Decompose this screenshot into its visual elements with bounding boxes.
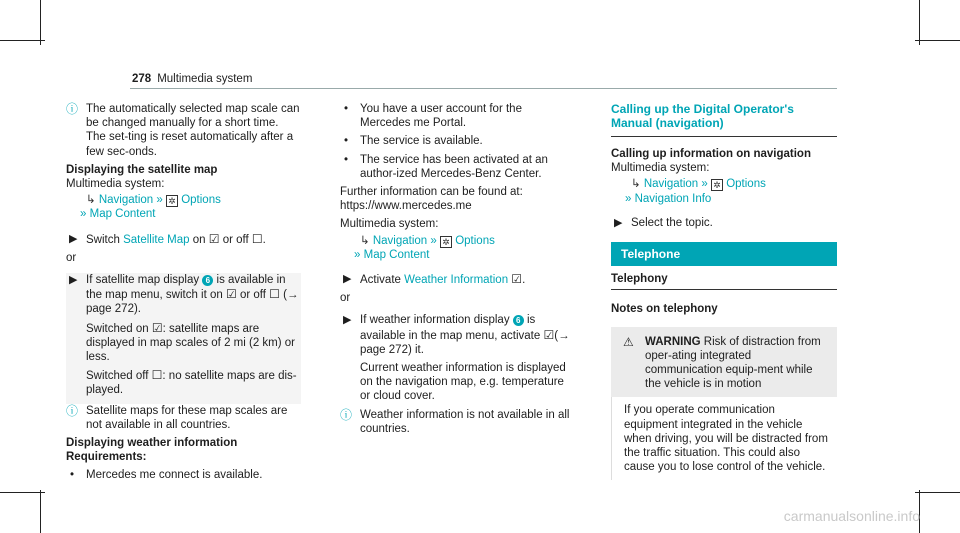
double-chevron-icon: » bbox=[625, 192, 632, 205]
checkbox-checked-icon: ☑ bbox=[225, 287, 237, 302]
crop-mark bbox=[40, 0, 41, 45]
list-item: • The service is available. bbox=[340, 134, 575, 148]
double-chevron-icon: » bbox=[156, 194, 163, 207]
nav-path bbox=[611, 177, 837, 191]
checkbox-checked-icon: ☑ bbox=[543, 327, 555, 342]
return-arrow-icon: ↳ bbox=[360, 234, 370, 247]
step-weather-display: ▶ If weather information display 6 is available in the map menu, activate ☑(→ page 272) it. Current weather information is displayed on the navigation map, e.g. temperature or cloud cover. bbox=[343, 314, 570, 403]
or-label: or bbox=[66, 251, 77, 264]
nav-navigation: Navigation bbox=[643, 178, 699, 191]
info-icon: ⓘ bbox=[340, 407, 353, 422]
settings-icon: ✲ bbox=[440, 236, 452, 248]
nav-navigation: Navigation bbox=[372, 234, 428, 247]
crop-mark bbox=[915, 492, 960, 493]
step-arrow-icon: ▶ bbox=[614, 216, 623, 229]
further-info: Further information can be found at: https://www.mercedes.me bbox=[340, 186, 523, 213]
crop-mark bbox=[0, 40, 45, 41]
info-note: ⓘ The automatically selected map scale can be changed manually for a short time. The set-ting is reset automatically after a few sec-onds. bbox=[66, 102, 300, 158]
display-badge: 6 bbox=[202, 275, 213, 286]
nav-path-2 bbox=[340, 248, 575, 262]
nav-options: Options bbox=[455, 234, 495, 247]
nav-path-2 bbox=[66, 207, 301, 221]
warning-body: If you operate communication equipment integrated in the vehicle when driving, you will be distracted from the traffic situation. This could also cause you to lose control of the vehicle. bbox=[611, 397, 837, 480]
nav-options: Options bbox=[726, 178, 766, 191]
nav-options: Options bbox=[181, 194, 221, 207]
checkbox-empty-icon: ☐ bbox=[251, 231, 263, 246]
return-arrow-icon: ↳ bbox=[631, 178, 641, 191]
display-badge: 6 bbox=[513, 315, 524, 326]
warning-title: Risk of distraction from oper-ating integrated communication equip-ment while the vehicle is in motion bbox=[645, 335, 821, 391]
info-note: ⓘ Satellite maps for these map scales are not available in all countries. bbox=[66, 403, 288, 431]
crop-mark bbox=[40, 490, 41, 533]
nav-path-2 bbox=[611, 192, 837, 206]
multimedia-label: Multimedia system: bbox=[66, 178, 165, 191]
checkbox-checked-icon: ☑ bbox=[208, 231, 220, 246]
section-title: Calling up the Digital Operator's Manual (navigation) bbox=[611, 102, 837, 137]
heading-satellite-map: Displaying the satellite map bbox=[66, 163, 218, 176]
double-chevron-icon: » bbox=[80, 208, 87, 221]
step-arrow-icon: ▶ bbox=[69, 274, 78, 287]
step-activate-weather: ▶ Activate Weather Information ☑. bbox=[343, 272, 526, 287]
double-chevron-icon: » bbox=[354, 248, 361, 261]
step-arrow-icon: ▶ bbox=[69, 232, 78, 245]
multimedia-label: Multimedia system: bbox=[340, 218, 439, 231]
warning-label: WARNING bbox=[645, 335, 701, 348]
crop-mark bbox=[915, 40, 960, 41]
step-arrow-icon: ▶ bbox=[343, 314, 352, 327]
nav-path bbox=[66, 193, 301, 207]
warning-box bbox=[611, 327, 837, 398]
multimedia-label: Multimedia system: bbox=[611, 162, 710, 175]
checkbox-empty-icon: ☐ bbox=[151, 368, 163, 383]
info-note: ⓘ Weather information is not available in all countries. bbox=[340, 407, 570, 435]
list-item: • You have a user account for the Mercedes me Portal. bbox=[340, 102, 575, 130]
or-label: or bbox=[340, 292, 351, 305]
column-2 bbox=[340, 102, 575, 440]
info-icon: ⓘ bbox=[66, 403, 79, 418]
step-arrow-icon: ▶ bbox=[343, 273, 352, 286]
nav-navigation: Navigation bbox=[98, 194, 154, 207]
step-switch-satellite: ▶ Switch Satellite Map on ☑ or off ☐. bbox=[69, 231, 266, 246]
requirements-label: Requirements: bbox=[66, 451, 147, 464]
nav-info: Navigation Info bbox=[634, 192, 712, 205]
checkbox-checked-icon: ☑ bbox=[511, 272, 523, 287]
section-name: Multimedia system bbox=[157, 73, 253, 85]
nav-map-content: Map Content bbox=[363, 248, 430, 261]
list-item: • Mercedes me connect is available. bbox=[66, 468, 301, 482]
page-header bbox=[132, 72, 252, 86]
crop-mark bbox=[919, 0, 920, 45]
heading-weather: Displaying weather information bbox=[66, 437, 238, 450]
header-rule bbox=[130, 88, 837, 89]
double-chevron-icon: » bbox=[430, 234, 437, 247]
telephony-heading: Telephony bbox=[611, 272, 837, 290]
double-chevron-icon: » bbox=[701, 178, 708, 191]
info-icon: ⓘ bbox=[66, 102, 79, 116]
column-1 bbox=[66, 102, 301, 487]
checkbox-empty-icon: ☐ bbox=[269, 287, 280, 302]
warning-icon: ⚠ bbox=[623, 334, 634, 349]
settings-icon: ✲ bbox=[166, 195, 178, 207]
crop-mark bbox=[0, 492, 45, 493]
nav-map-content: Map Content bbox=[89, 208, 156, 221]
watermark: carmanualsonline.info bbox=[783, 507, 920, 524]
nav-path bbox=[340, 234, 575, 248]
notes-heading: Notes on telephony bbox=[611, 303, 718, 316]
heading-navigation-info: Calling up information on navigation bbox=[611, 148, 811, 160]
step-satellite-display: ▶ If satellite map display 6 is available in the map menu, switch it on ☑ or off ☐ (→ page 272). Switched on ☑: satellite maps are displayed in map scales of 2 mi (2 km) or less. Switched off ☐: no satellite maps are dis-played. bbox=[66, 273, 301, 404]
list-item: • The service has been activated at an author-ized Mercedes-Benz Center. bbox=[340, 153, 575, 181]
checkbox-checked-icon: ☑ bbox=[151, 320, 163, 335]
step-select-topic: ▶ Select the topic. bbox=[614, 216, 713, 229]
column-3 bbox=[611, 102, 837, 480]
page-number: 278 bbox=[132, 73, 152, 85]
telephone-bar: Telephone bbox=[611, 242, 837, 266]
return-arrow-icon: ↳ bbox=[86, 194, 96, 207]
settings-icon: ✲ bbox=[711, 179, 723, 191]
